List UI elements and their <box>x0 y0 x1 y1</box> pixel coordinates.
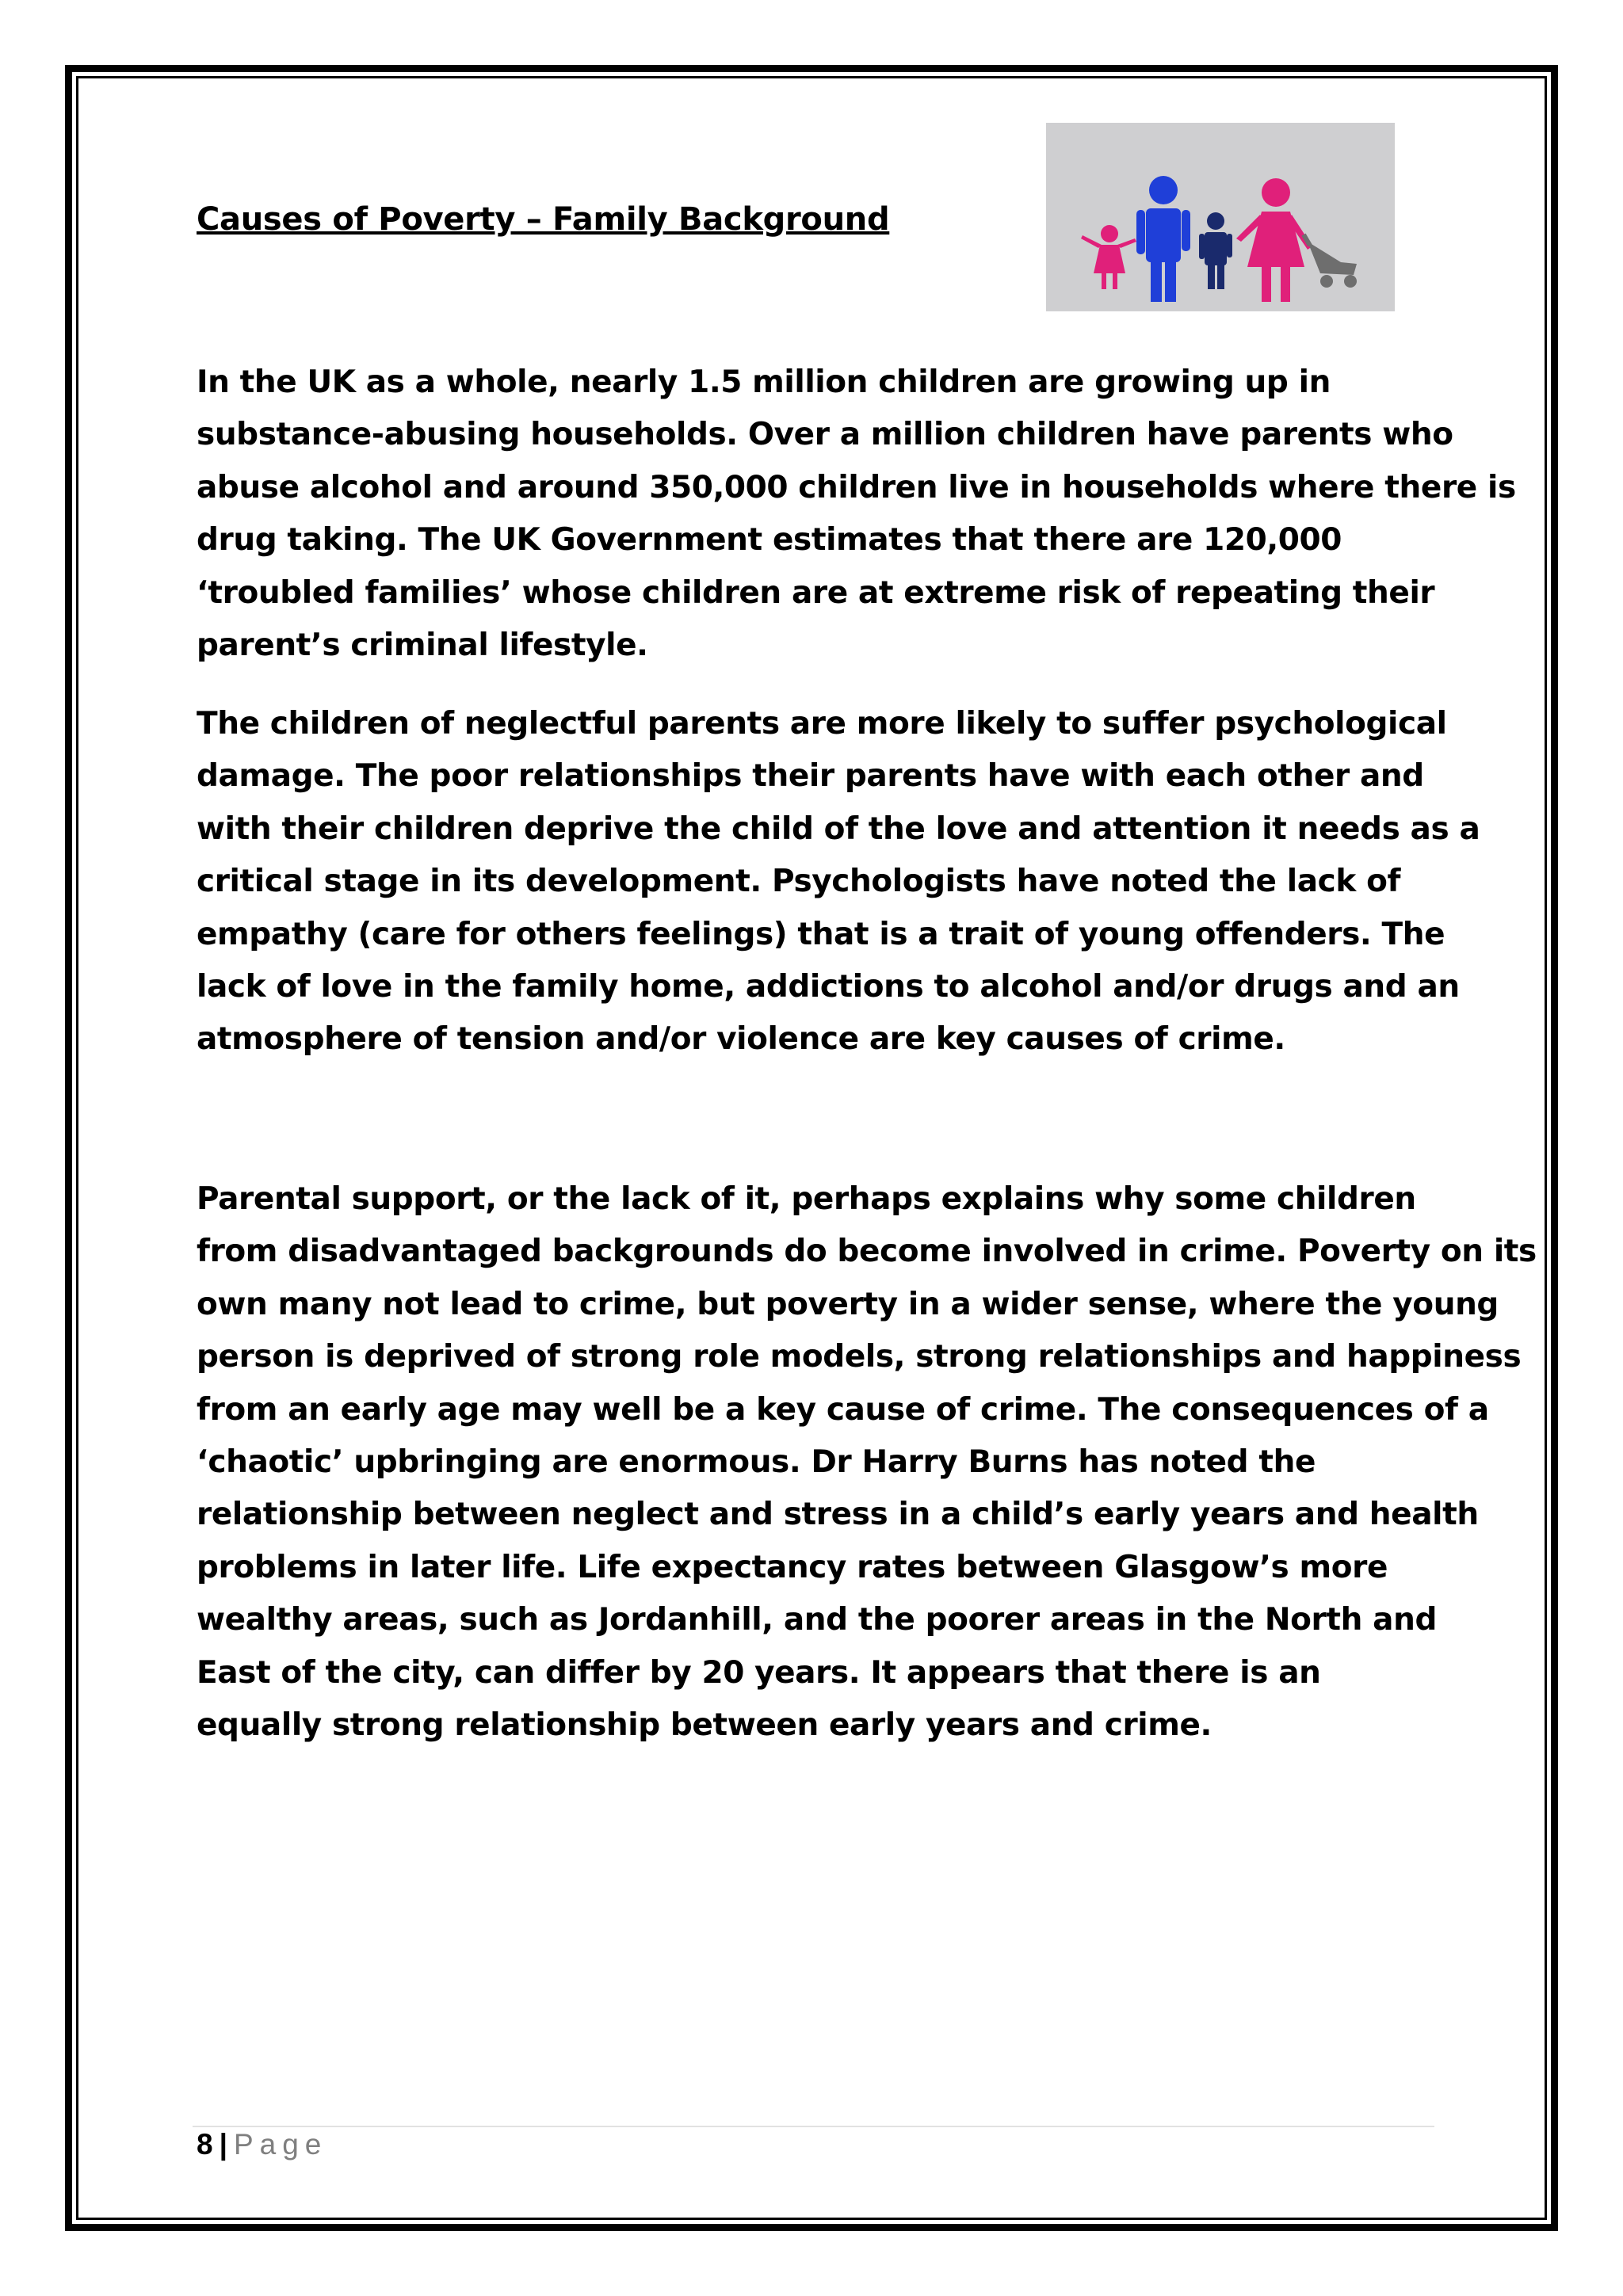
footer-divider <box>193 2126 1434 2127</box>
text-line: parent’s criminal lifestyle. <box>197 627 648 664</box>
text-line: with their children deprive the child of the love and attention it needs as a <box>197 810 1480 847</box>
page-title: Causes of Poverty – Family Background <box>197 201 890 238</box>
pram-figure <box>1301 234 1357 288</box>
text-line: critical stage in its development. Psychologists have noted the lack of <box>197 864 1401 900</box>
text-line: ‘chaotic’ upbringing are enormous. Dr Harry Burns has noted the <box>197 1444 1316 1481</box>
text-line: drug taking. The UK Government estimates that there are 120,000 <box>197 522 1342 559</box>
text-line: relationship between neglect and stress in a child’s early years and health <box>197 1497 1479 1533</box>
text-line: from an early age may well be a key cause of crime. The consequences of a <box>197 1391 1489 1428</box>
family-image <box>1046 123 1395 311</box>
text-line: from disadvantaged backgrounds do become involved in crime. Poverty on its <box>197 1234 1537 1270</box>
text-line: In the UK as a whole, nearly 1.5 million children are growing up in <box>197 364 1331 400</box>
text-line: abuse alcohol and around 350,000 children live in households where there is <box>197 469 1516 505</box>
paragraph-3 <box>197 1173 1537 1752</box>
footer-separator: | <box>219 2128 227 2161</box>
text-line: own many not lead to crime, but poverty in a wider sense, where the young <box>197 1286 1499 1322</box>
text-line: equally strong relationship between early years and crime. <box>197 1707 1212 1744</box>
paragraph-1 <box>197 357 1516 672</box>
text-line: person is deprived of strong role models, strong relationships and happiness <box>197 1339 1522 1375</box>
text-line: ‘troubled families’ whose children are at extreme risk of repeating their <box>197 574 1435 611</box>
page-footer <box>197 2128 327 2161</box>
family-figures-illustration <box>1046 123 1395 311</box>
text-line: atmosphere of tension and/or violence are key causes of crime. <box>197 1021 1285 1058</box>
mother-figure <box>1236 178 1312 302</box>
text-line: East of the city, can differ by 20 years. It appears that there is an <box>197 1654 1321 1691</box>
text-line: empathy (care for others feelings) that is a trait of young offenders. The <box>197 916 1445 952</box>
text-line: substance-abusing households. Over a million children have parents who <box>197 417 1453 453</box>
text-line: damage. The poor relationships their parents have with each other and <box>197 758 1424 795</box>
page-number: 8 <box>197 2128 213 2161</box>
girl-figure <box>1081 225 1136 289</box>
father-figure <box>1136 176 1190 302</box>
text-line: problems in later life. Life expectancy rates between Glasgow’s more <box>197 1549 1388 1585</box>
text-line: wealthy areas, such as Jordanhill, and the poorer areas in the North and <box>197 1602 1437 1638</box>
paragraph-2 <box>197 698 1480 1066</box>
text-line: lack of love in the family home, addictions to alcohol and/or drugs and an <box>197 969 1460 1005</box>
text-line: The children of neglectful parents are more likely to suffer psychological <box>197 706 1447 742</box>
page-label: Page <box>233 2128 328 2161</box>
boy-figure <box>1199 212 1232 289</box>
text-line: Parental support, or the lack of it, perhaps explains why some children <box>197 1181 1416 1217</box>
